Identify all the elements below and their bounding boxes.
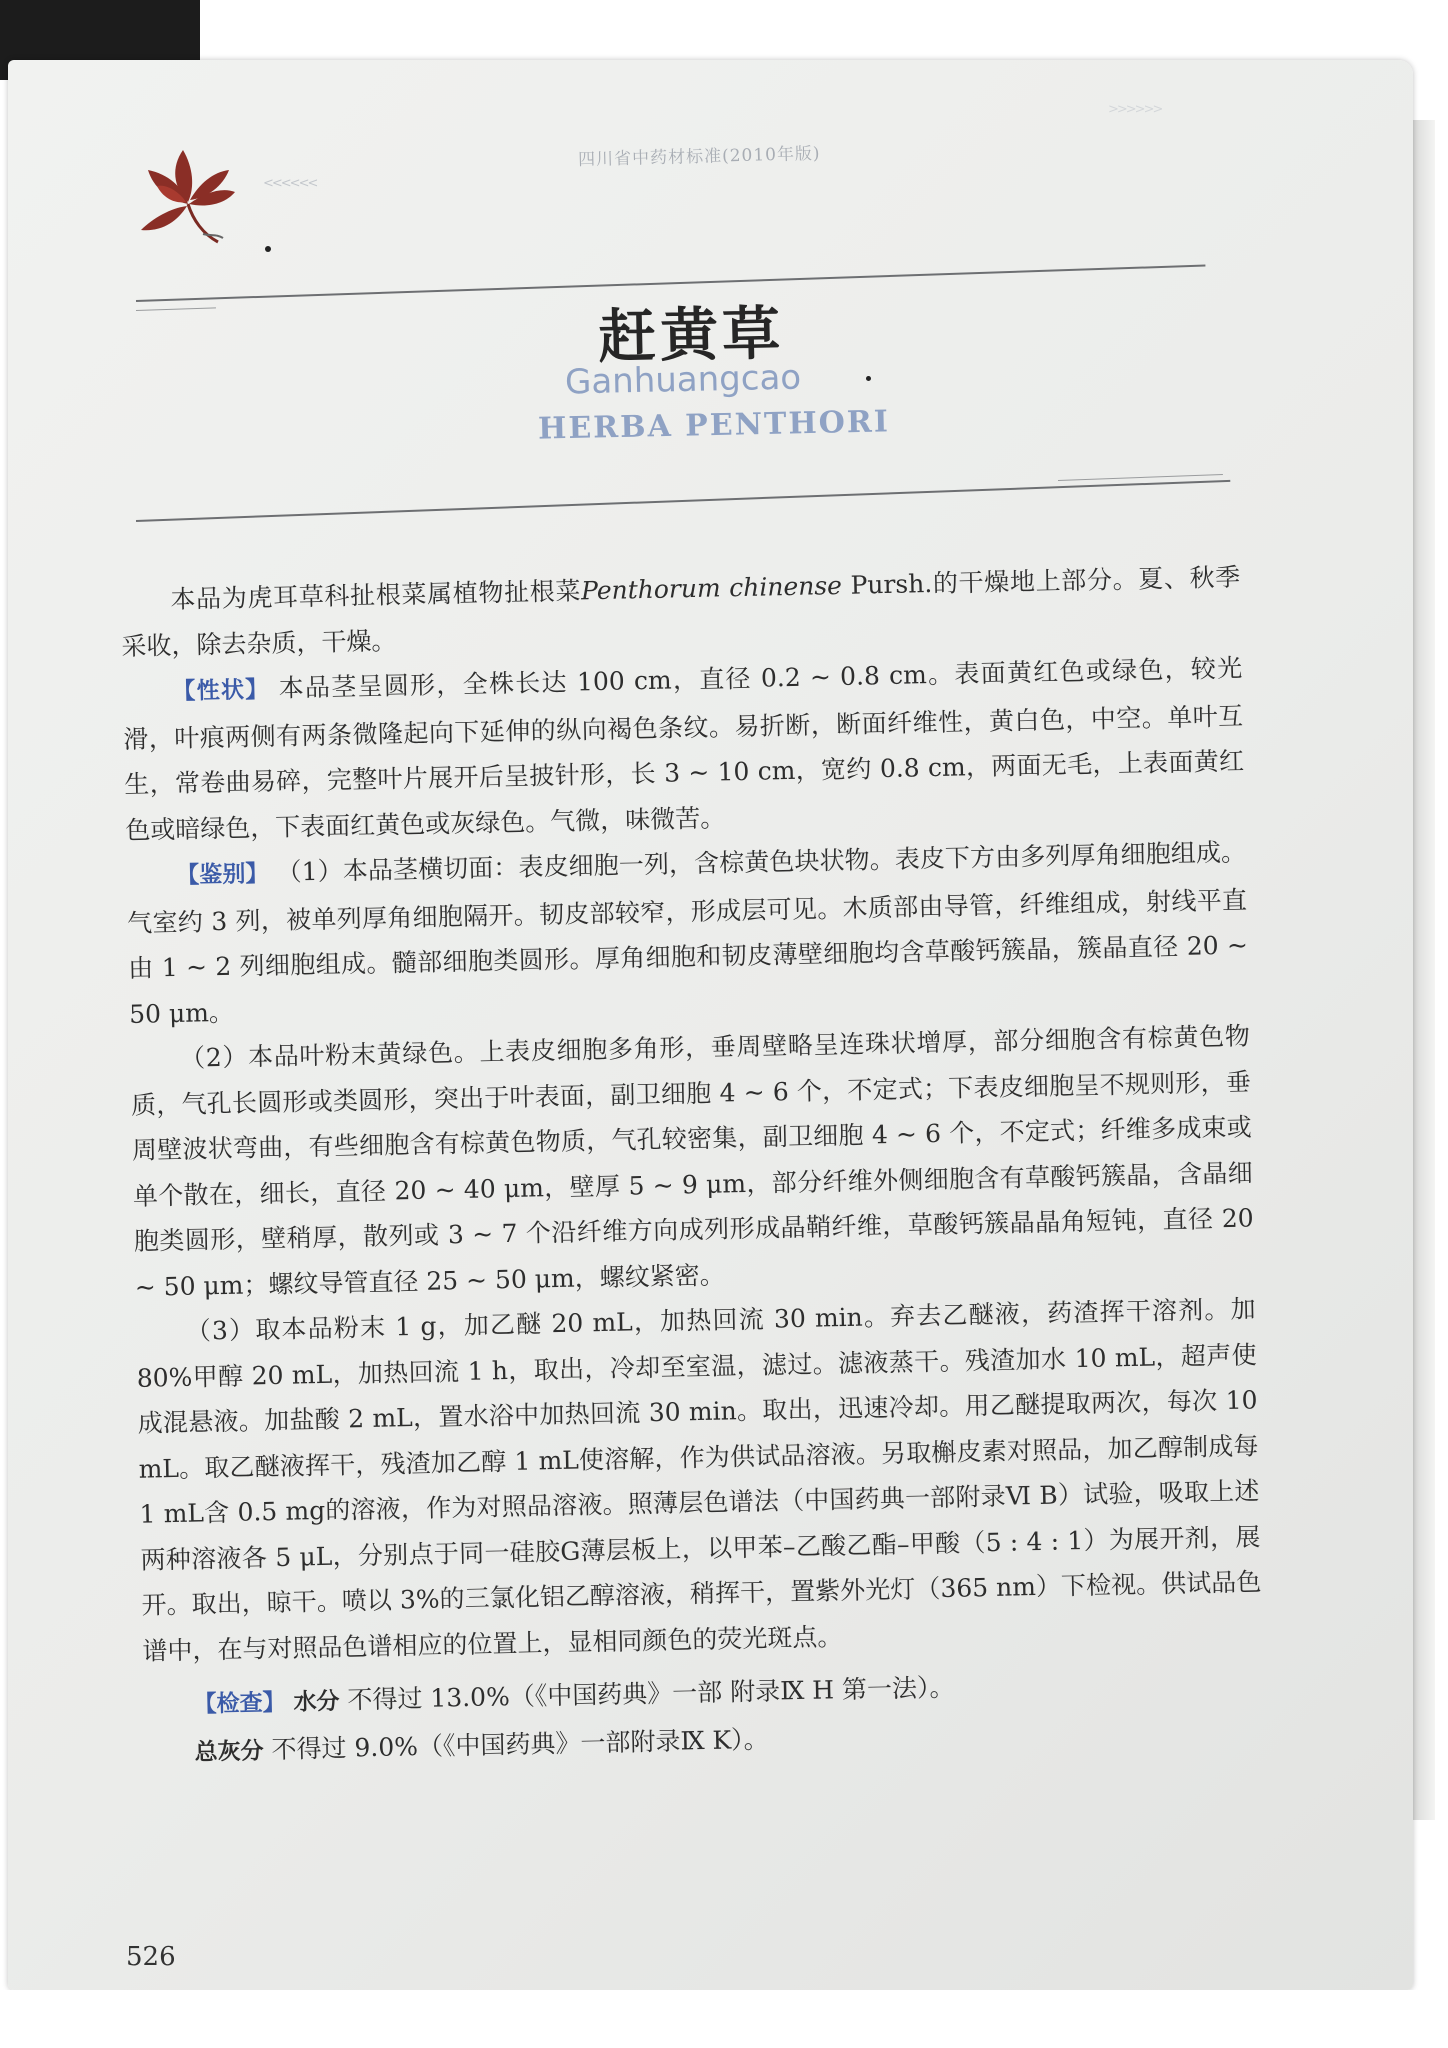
description-paragraph: 【性状】 本品茎呈圆形，全株长达 100 cm，直径 0.2 ~ 0.8 cm。表面黄红色或绿色，较光滑，叶痕两侧有两条微隆起向下延伸的纵向褐色条纹。易折断，断面纤维性，黄白色，中空。单叶互生，常卷曲易碎，完整叶片展开后呈披针形，长 3 ~ 10 cm，宽约 0.8 cm，两面无毛，上表面黄红色或暗绿色，下表面红黄色或灰绿色。气微，味微苦。 <box>123 653 1245 845</box>
latin-name: HERBA PENTHORI <box>537 404 891 447</box>
decorative-arrows: <<<<<< <box>263 176 317 191</box>
pinyin-name: Ganhuangcao <box>564 357 802 403</box>
page-title: 赶黄草 <box>597 299 785 371</box>
section-label-inspection: 【检查】 <box>193 1689 286 1718</box>
decorative-arrows-right: >>>>>> <box>1108 102 1162 117</box>
species-name: Penthorum chinense <box>580 570 843 606</box>
identification-paragraph-3: （3）取本品粉末 1 g，加乙醚 20 mL，加热回流 30 min。弃去乙醚液，药渣挥干溶剂。加 80%甲醇 20 mL，加热回流 1 h，取出，冷却至室温，滤过。滤液蒸干。残渣加水 10 mL，超声使成混悬液。加盐酸 2 mL，置水浴中加热回流 30 min。取出，迅速冷却。用乙醚提取两次，每次 10 mL。取乙醚液挥干，残渣加乙醇 1 mL使溶解，作为供试品溶液。另取槲皮素对照品，加乙醇制成每 1 mL含 0.5 mg的溶液，作为对照品溶液。照薄层色谱法（中国药典一部附录Ⅵ B）试验，吸取上述两种溶液各 5 μL，分别点于同一硅胶G薄层板上，以甲苯–乙酸乙酯–甲酸（5 : 4 : 1）为展开剂，展开。取出，晾干。喷以 3%的三氯化铝乙醇溶液，稍挥干，置紫外光灯（365 nm）下检视。供试品色谱中，在与对照品色谱相应的位置上，显相同颜色的荧光斑点。 <box>136 1294 1262 1666</box>
speck-dot <box>866 376 871 381</box>
leaf-logo-icon <box>133 142 243 252</box>
monograph-body <box>120 555 1265 1777</box>
bottom-rule-2 <box>1058 474 1223 481</box>
running-title: 四川省中药材标准(2010年版) <box>577 143 821 171</box>
identification-paragraph-1: 【鉴别】 （1）本品茎横切面：表皮细胞一列，含棕黄色块状物。表皮下方由多列厚角细胞组成。气室约 3 列，被单列厚角细胞隔开。韧皮部较窄，形成层可见。木质部由导管，纤维组成，射线平直由 1 ~ 2 列细胞组成。髓部细胞类圆形。厚角细胞和韧皮薄壁细胞均含草酸钙簇晶，簇晶直径 20 ~ 50 μm。 <box>126 837 1249 1029</box>
section-label-identification: 【鉴别】 <box>175 860 269 889</box>
page-number: 526 <box>126 1942 176 1972</box>
intro-paragraph: 本品为虎耳草科扯根菜属植物扯根菜Penthorum chinense Pursh.的干燥地上部分。夏、秋季采收，除去杂质，干燥。 <box>121 562 1241 661</box>
inspection-ash: 总灰分 不得过 9.0%（《中国药典》一部附录Ⅸ K）。 <box>194 1724 769 1766</box>
section-label-description: 【性状】 <box>172 676 270 705</box>
inspection-water: 【检查】 水分 不得过 13.0%（《中国药典》一部 附录Ⅸ H 第一法）。 <box>193 1672 955 1718</box>
water-label: 水分 <box>293 1688 340 1716</box>
ash-label: 总灰分 <box>194 1737 264 1766</box>
bottom-margin <box>0 1990 1448 2048</box>
speck-dot <box>265 246 271 252</box>
bottom-rule-1 <box>136 480 1230 522</box>
top-rule-2 <box>136 307 216 311</box>
identification-paragraph-2: （2）本品叶粉末黄绿色。上表皮细胞多角形，垂周壁略呈连珠状增厚，部分细胞含有棕黄色物质，气孔长圆形或类圆形，突出于叶表面，副卫细胞 4 ~ 6 个，不定式；下表皮细胞呈不规则形，垂周壁波状弯曲，有些细胞含有棕黄色物质，气孔较密集，副卫细胞 4 ~ 6 个，不定式；纤维多成束或单个散在，细长，直径 20 ~ 40 μm，壁厚 5 ~ 9 μm，部分纤维外侧细胞含有草酸钙簇晶，含晶细胞类圆形，壁稍厚，散列或 3 ~ 7 个沿纤维方向成列形成晶鞘纤维，草酸钙簇晶晶角短钝，直径 20 ~ 50 μm；螺纹导管直径 25 ~ 50 μm，螺纹紧密。 <box>130 1021 1254 1302</box>
book-page <box>8 60 1413 1990</box>
